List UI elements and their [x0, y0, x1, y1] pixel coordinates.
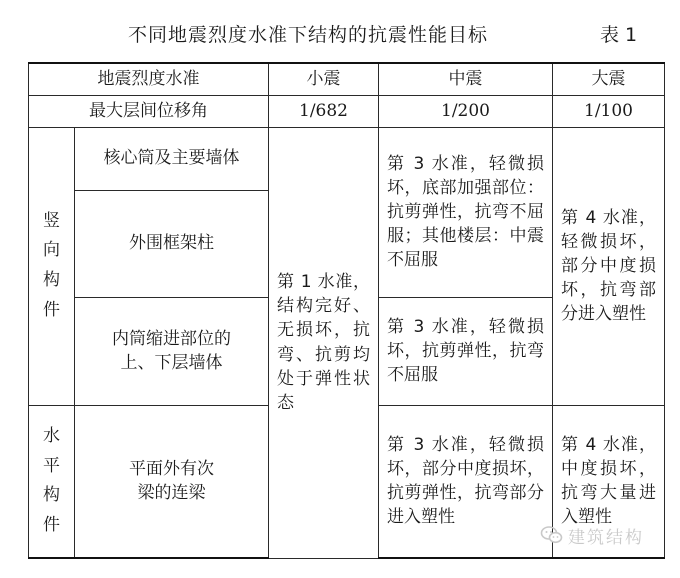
coupling-beam-label-cell [75, 405, 269, 558]
table-caption [0, 18, 680, 54]
header-level: 地震烈度水准 [29, 63, 269, 95]
wechat-icon [540, 523, 564, 547]
watermark-text: 建筑结构 [568, 528, 644, 548]
performance-targets-table [28, 62, 665, 559]
moderate-vertical-cell [379, 127, 553, 297]
minor-target-text: 第 1 水准，结构完好、无损坏，抗弯、抗剪均处于弹性状态 [277, 272, 370, 413]
horizontal-group-cell [29, 405, 75, 558]
header-major: 大震 [553, 63, 665, 95]
vertical-group-label: 竖向构件 [43, 210, 60, 320]
header-moderate: 中震 [379, 63, 553, 95]
moderate-setback-cell [379, 297, 553, 405]
major-vertical-text: 第 4 水准，轻微损坏，部分中度损坏，抗弯部分进入塑性 [561, 207, 656, 325]
moderate-setback-text: 第 3 水准，轻微损坏，抗剪弹性，抗弯不屈服 [387, 316, 544, 386]
moderate-vertical-text: 第 3 水准，轻微损坏，底部加强部位：抗剪弹性，抗弯不屈服；其他楼层：中震不屈服 [387, 153, 544, 271]
setback-wall-label-cell [75, 297, 269, 405]
core-wall-label: 核心筒及主要墙体 [75, 127, 269, 190]
drift-row [29, 95, 665, 127]
major-horizontal-text: 第 4 水准，中度损坏，抗弯大量进入塑性 [561, 435, 656, 528]
drift-major: 1/100 [553, 95, 665, 127]
moderate-horizontal-cell [379, 405, 553, 558]
coupling-beam-label: 平面外有次梁的连梁 [129, 459, 214, 504]
watermark [540, 519, 670, 553]
table-number: 表 1 [600, 24, 638, 46]
frame-column-label: 外围框架柱 [75, 190, 269, 297]
core-wall-row [29, 127, 665, 190]
horizontal-group-label: 水平构件 [43, 425, 60, 535]
table-title: 不同地震烈度水准下结构的抗震性能目标 [128, 24, 489, 46]
vertical-group-cell [29, 127, 75, 405]
drift-minor: 1/682 [269, 95, 379, 127]
header-row [29, 63, 665, 95]
header-minor: 小震 [269, 63, 379, 95]
drift-label: 最大层间位移角 [29, 95, 269, 127]
major-vertical-cell [553, 127, 665, 405]
moderate-horizontal-text: 第 3 水准，轻微损坏，部分中度损坏，抗剪弹性，抗弯部分进入塑性 [387, 435, 544, 528]
minor-target-cell [269, 127, 379, 558]
setback-wall-label: 内筒缩进部位的上、下层墙体 [112, 328, 231, 373]
drift-moderate: 1/200 [379, 95, 553, 127]
